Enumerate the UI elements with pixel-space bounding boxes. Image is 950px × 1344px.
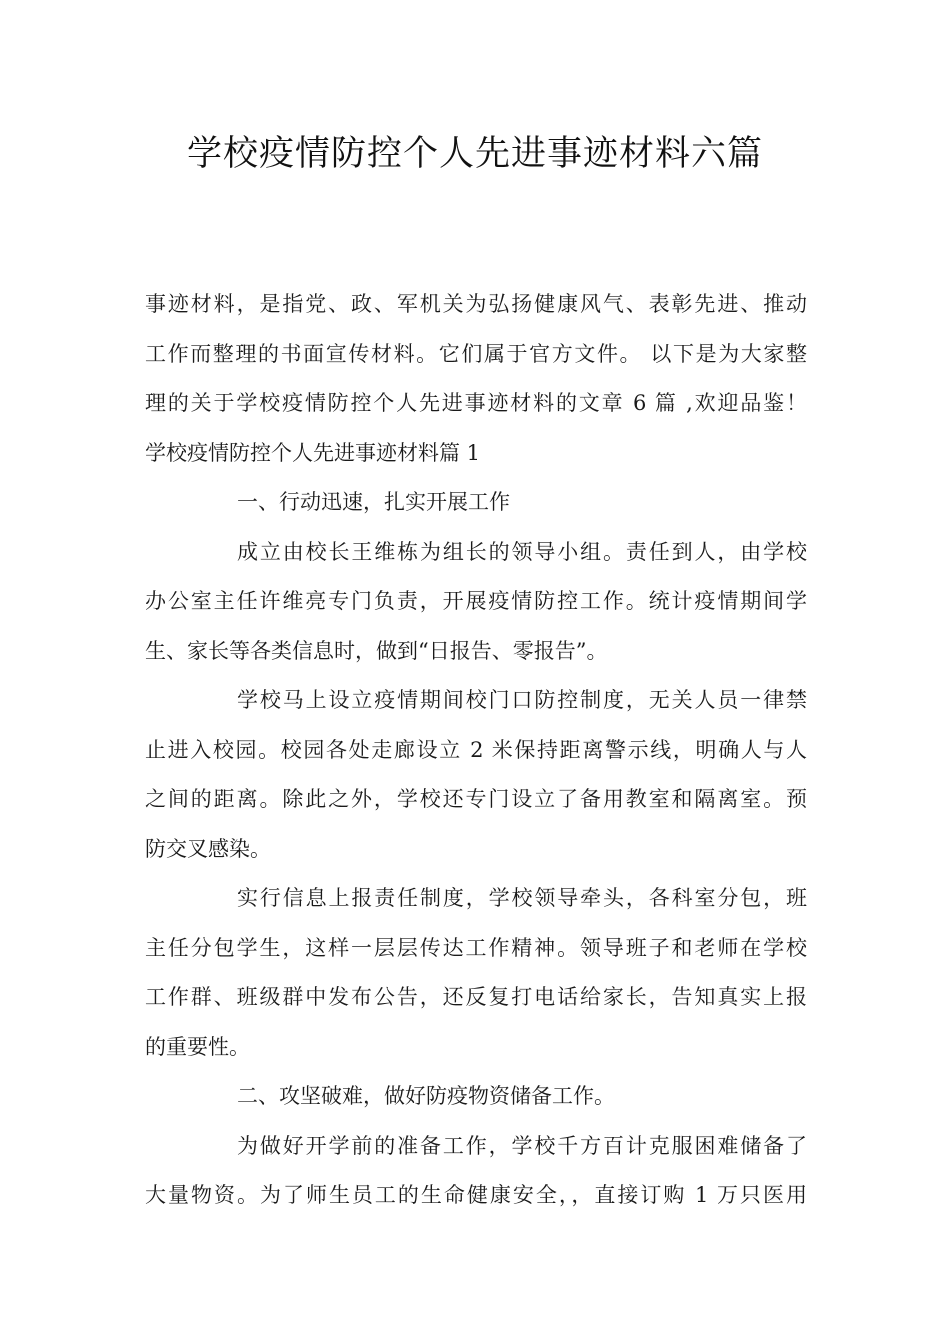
paragraph-line: 学校马上设立疫情期间校门口防控制度，无关人员一律禁	[237, 688, 807, 712]
paragraph-line: 成立由校长王维栋为组长的领导小组。责任到人，由学校	[237, 539, 807, 564]
paragraph-line: 防交叉感染。	[145, 836, 271, 861]
paragraph-line: 生、家长等各类信息时，做到“日报告、零报告”。	[145, 638, 608, 663]
paragraph-line: 之间的距离。除此之外，学校还专门设立了备用教室和隔离室。预	[145, 787, 807, 811]
document-body	[145, 280, 807, 1221]
paragraph-line: 工作群、班级群中发布公告，还反复打电话给家长，告知真实上报	[145, 985, 807, 1009]
section-heading: 学校疫情防控个人先进事迹材料篇 1	[145, 440, 481, 465]
page-title: 学校疫情防控个人先进事迹材料六篇	[186, 134, 763, 174]
paragraph-line: 大量物资。为了师生员工的生命健康安全，，直接订购 1 万只医用	[145, 1183, 807, 1207]
paragraph-line: 事迹材料，是指党、政、军机关为弘扬健康风气、表彰先进、推动	[145, 292, 807, 316]
paragraph-line: 工作而整理的书面宣传材料。它们属于官方文件。 以下是为大家整	[145, 341, 807, 366]
subsection-heading: 二、攻坚破难，做好防疫物资储备工作。	[237, 1084, 615, 1108]
paragraph-line: 止进入校园。校园各处走廊设立 2 米保持距离警示线，明确人与人	[145, 737, 807, 762]
subsection-heading: 一、行动迅速，扎实开展工作	[237, 490, 510, 514]
paragraph-line: 的重要性。	[145, 1034, 250, 1059]
paragraph-line: 办公室主任许维亮专门负责，开展疫情防控工作。统计疫情期间学	[145, 589, 807, 613]
paragraph-line: 主任分包学生，这样一层层传达工作精神。领导班子和老师在学校	[145, 935, 807, 960]
paragraph-line: 为做好开学前的准备工作，学校千方百计克服困难储备了	[237, 1133, 807, 1158]
paragraph-line: 理的关于学校疫情防控个人先进事迹材料的文章 6 篇 ,欢迎品鉴！	[145, 391, 807, 415]
paragraph-line: 实行信息上报责任制度，学校领导牵头，各科室分包，班	[237, 886, 807, 910]
